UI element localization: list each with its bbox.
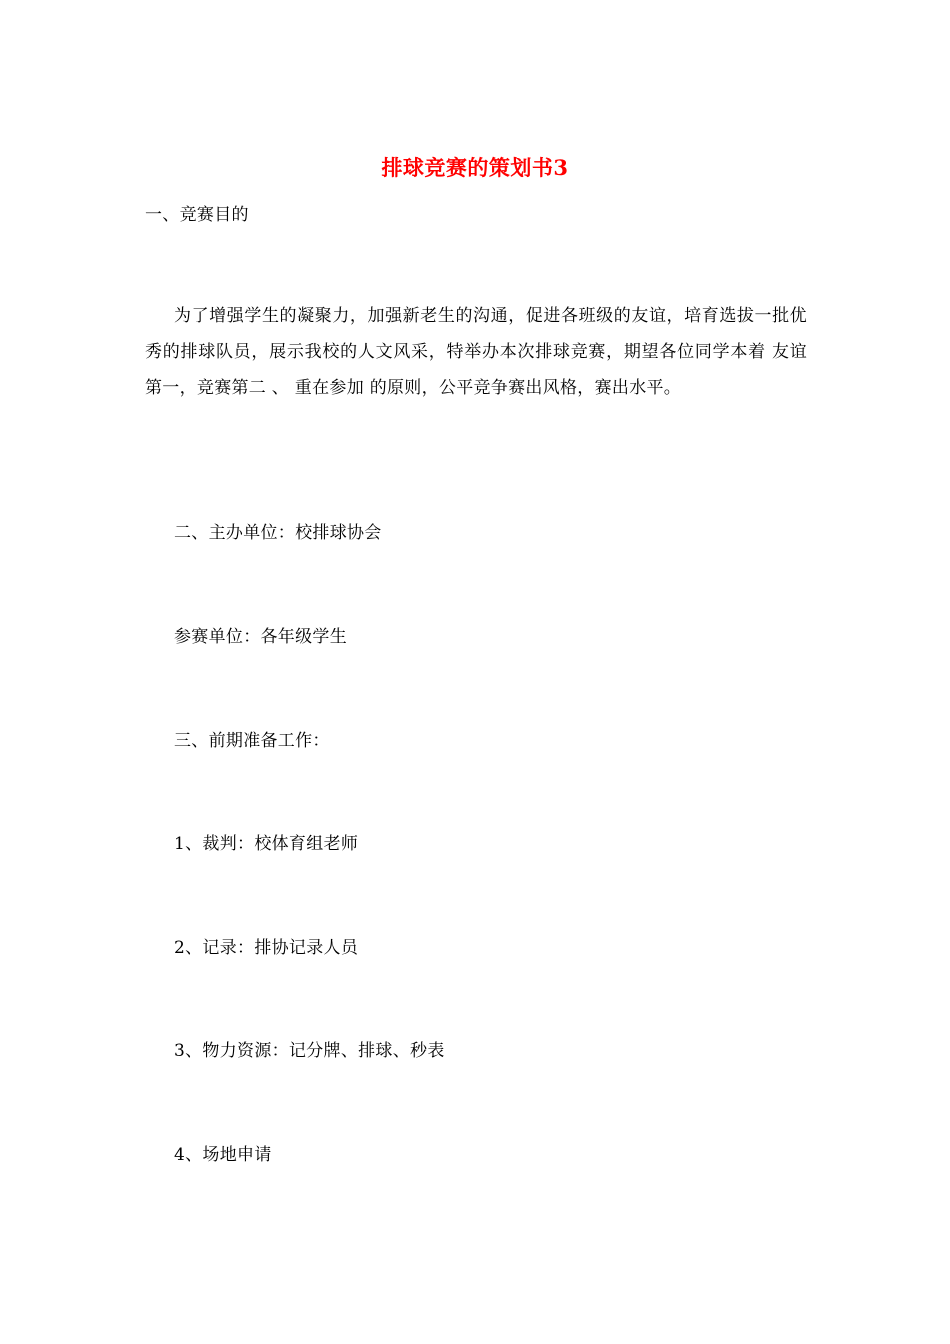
participants-line: 参赛单位：各年级学生 xyxy=(174,627,347,647)
purpose-paragraph: 为了增强学生的凝聚力，加强新老生的沟通，促进各班级的友谊，培育选拔一批优秀的排球队员，展示我校的人文风采，特举办本次排球竞赛，期望各位同学本着 友谊第一，竞赛第二 、 重在参加 的原则，公平竞争赛出风格，赛出水平。 xyxy=(145,306,807,398)
organizer-line: 二、主办单位：校排球协会 xyxy=(174,523,382,543)
list-item-recorder: 2、记录：排协记录人员 xyxy=(174,938,359,958)
section-heading-purpose: 一、竞赛目的 xyxy=(145,205,249,225)
list-item-referee: 1、裁判：校体育组老师 xyxy=(174,834,359,854)
document-title: 排球竞赛的策划书3 xyxy=(381,155,569,180)
list-item-resources: 3、物力资源：记分牌、排球、秒表 xyxy=(174,1041,445,1061)
section-heading-preparation: 三、前期准备工作： xyxy=(174,731,330,751)
list-item-venue: 4、场地申请 xyxy=(174,1145,272,1165)
